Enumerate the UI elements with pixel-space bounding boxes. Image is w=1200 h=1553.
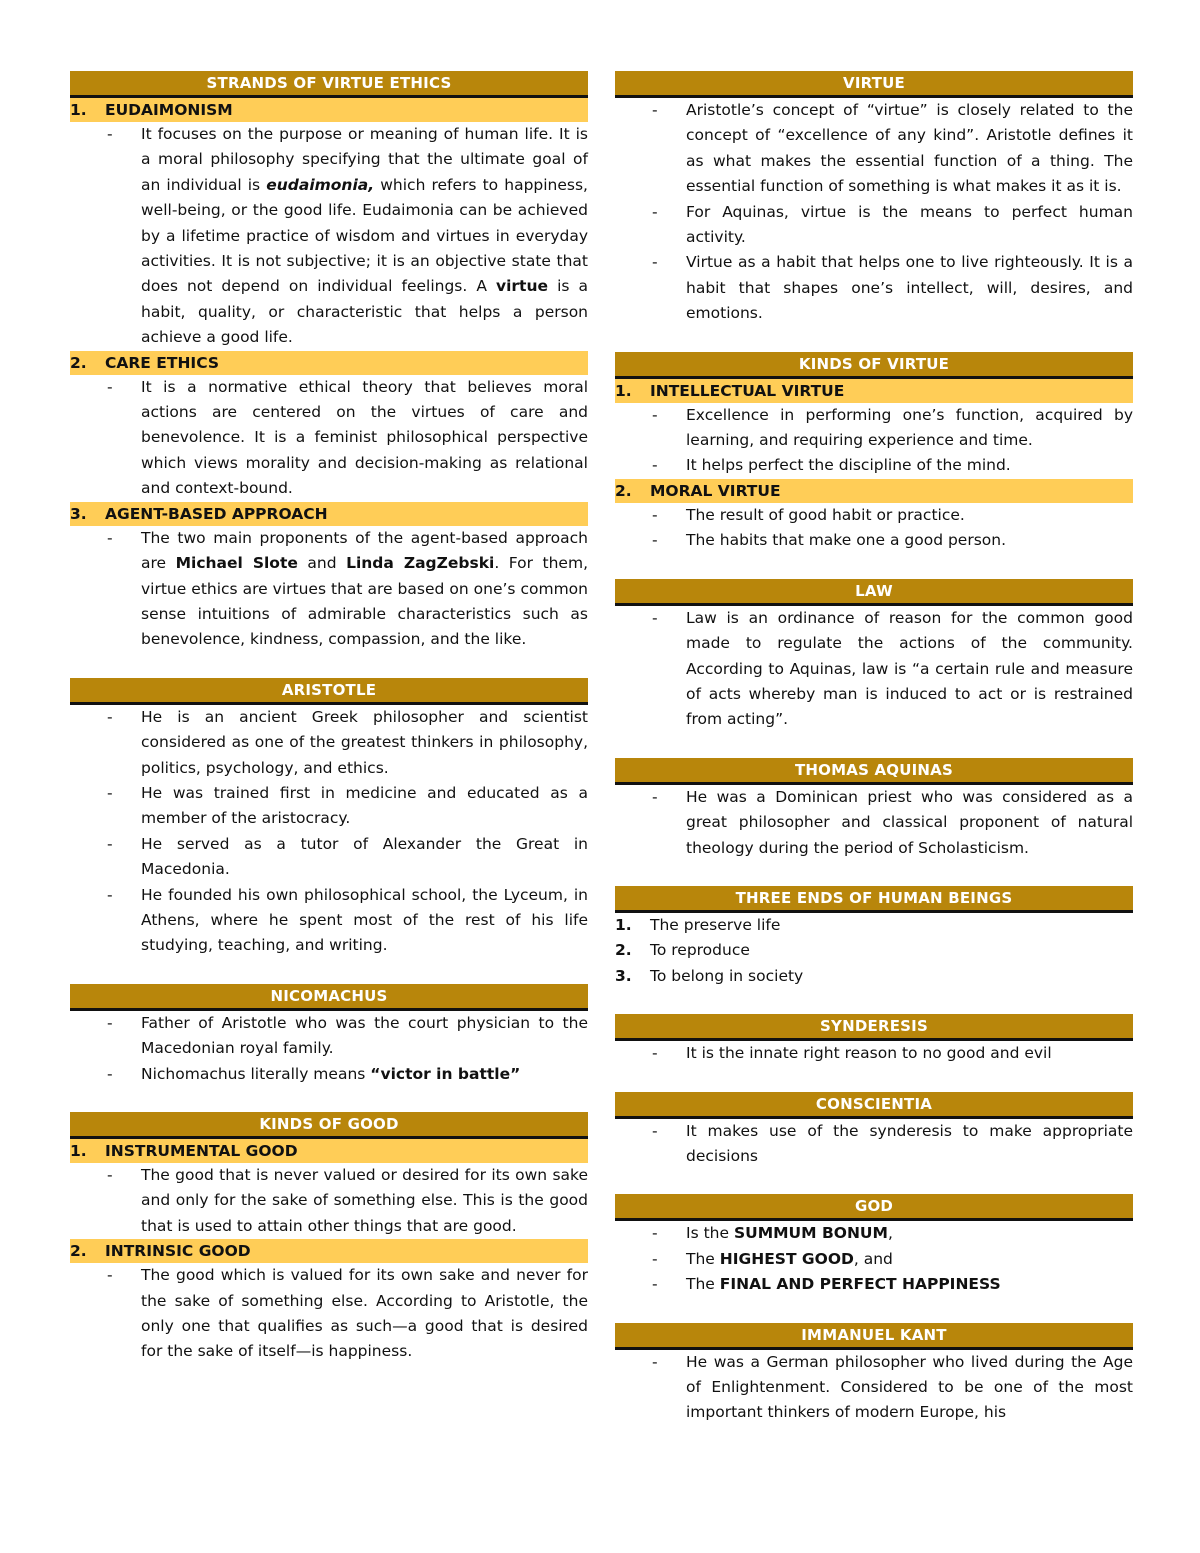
item-number: 1. [70,1142,87,1160]
subheading-intellectual-virtue [615,379,1133,403]
bullet-list [615,403,1133,479]
subheading-label: INSTRUMENTAL GOOD [105,1142,298,1160]
bullet-list [615,503,1133,554]
bullet-item: - It makes use of the synderesis to make appropriate decisions [615,1119,1133,1170]
subheading-eudaimonism [70,98,588,122]
subheading-agent-based [70,502,588,526]
section-header-god: GOD [615,1194,1133,1221]
bullet-item: - For Aquinas, virtue is the means to perfect human activity. [615,200,1133,251]
text-run: and [297,554,347,573]
section-header-strands: STRANDS OF VIRTUE ETHICS [70,71,588,98]
item-text: To belong in society [650,966,804,985]
bullet-item: - He was trained first in medicine and educated as a member of the aristocracy. [70,781,588,832]
item-number: 2. [70,353,87,372]
bullet-item: - He was a Dominican priest who was considered as a great philosopher and classical proponent of natural theology during the period of Scholasticism. [615,785,1133,861]
subheading-care-ethics [70,351,588,375]
item-number: 2. [615,481,632,500]
bullet-list [70,122,588,351]
subheading-label: CARE ETHICS [105,353,220,372]
bullet-item: - Aristotle’s concept of “virtue” is closely related to the concept of “excellence of any kind”. Aristotle defines it as what makes the essential function of a thing. The essential function of something is what makes it as it is. [615,98,1133,200]
bold-text: HIGHEST GOOD [719,1249,854,1268]
bullet-list [615,606,1133,733]
item-number: 3. [615,966,632,985]
bullet-list [615,1350,1133,1426]
text-run: is a habit, quality, or characteristic that helps a person achieve a good life. [141,277,589,347]
subheading-moral-virtue [615,479,1133,503]
left-column [70,71,588,1365]
text-run: The two main proponents of the agent-based approach are [141,528,588,573]
bullet-item [615,1247,1133,1272]
bullet-item: - Excellence in performing one’s function, acquired by learning, and requiring experience and time. [615,403,1133,454]
text-run: The [686,1249,720,1268]
subheading-label: INTRINSIC GOOD [105,1242,251,1261]
subheading-instrumental-good [70,1139,588,1163]
bullet-list [70,1263,588,1365]
bullet-list [70,375,588,502]
bullet-list [70,705,588,959]
bold-text: “victor in battle” [370,1064,521,1083]
text-run: . For them, virtue ethics are virtues that are based on one’s common sense intuitions of admirable characteristics such as benevolence, kindness, compassion, and the like. [141,554,588,649]
section-header-law: LAW [615,579,1133,606]
item-number: 3. [70,504,87,523]
bullet-list [615,1119,1133,1170]
bullet-list [615,785,1133,861]
bullet-item [70,122,588,351]
numbered-item [615,913,1133,938]
text-run: , [887,1224,893,1243]
section-header-aristotle: ARISTOTLE [70,678,588,705]
bullet-item: - Father of Aristotle who was the court physician to the Macedonian royal family. [70,1011,588,1062]
bullet-item [70,526,588,653]
text-run: Is the [686,1224,734,1243]
item-number: 2. [615,941,632,960]
subheading-label: EUDAIMONISM [105,101,233,119]
bold-text: virtue [496,277,549,296]
bullet-item [615,1272,1133,1297]
emphasis-text: eudaimonia, [266,175,375,194]
bullet-item: - The habits that make one a good person. [615,528,1133,553]
bullet-item: - It is a normative ethical theory that believes moral actions are centered on the virtues of care and benevolence. It is a feminist philosophical perspective which views morality and decision-making as relational and context-bound. [70,375,588,502]
section-header-nicomachus: NICOMACHUS [70,984,588,1011]
text-run: which refers to happiness, well-being, or the good life. Eudaimonia can be achieved by a lifetime practice of wisdom and virtues in everyday activities. It is not subjective; it is an objective state that does not depend on individual feelings. A [141,175,588,296]
numbered-item [615,938,1133,963]
bold-text: FINAL AND PERFECT HAPPINESS [719,1275,1001,1294]
item-number: 1. [615,381,632,400]
bullet-list [70,1011,588,1087]
subheading-label: INTELLECTUAL VIRTUE [650,381,845,400]
item-number: 1. [70,101,87,119]
section-header-synderesis: SYNDERESIS [615,1014,1133,1041]
bullet-list [70,526,588,653]
item-number: 1. [615,915,632,934]
bold-text: SUMMUM BONUM [733,1224,888,1243]
bullet-item: - It is the innate right reason to no good and evil [615,1041,1133,1066]
item-text: The preserve life [650,915,781,934]
bullet-list [615,1041,1133,1066]
section-header-conscientia: CONSCIENTIA [615,1092,1133,1119]
bullet-item: - Law is an ordinance of reason for the common good made to regulate the actions of the community. According to Aquinas, law is “a certain rule and measure of acts whereby man is induced to act or is restrained from acting”. [615,606,1133,733]
section-header-kinds-of-virtue: KINDS OF VIRTUE [615,352,1133,379]
section-header-virtue: VIRTUE [615,71,1133,98]
bold-text: Michael Slote [175,554,298,573]
bullet-item: - He is an ancient Greek philosopher and scientist considered as one of the greatest thinkers in philosophy, politics, psychology, and ethics. [70,705,588,781]
bullet-list [615,1221,1133,1297]
bullet-item: - The good which is valued for its own sake and never for the sake of something else. According to Aristotle, the only one that qualifies as such—a good that is desired for the sake of itself—is happiness. [70,1263,588,1365]
subheading-intrinsic-good [70,1239,588,1263]
section-header-thomas-aquinas: THOMAS AQUINAS [615,758,1133,785]
item-text: To reproduce [650,941,750,960]
section-header-kinds-of-good: KINDS OF GOOD [70,1112,588,1139]
subheading-label: AGENT-BASED APPROACH [105,504,328,523]
numbered-item [615,964,1133,989]
bullet-item: - The result of good habit or practice. [615,503,1133,528]
bullet-item: - He founded his own philosophical school, the Lyceum, in Athens, where he spent most of the rest of his life studying, teaching, and writing. [70,883,588,959]
bullet-item: - He was a German philosopher who lived during the Age of Enlightenment. Considered to be one of the most important thinkers of modern Europe, his [615,1350,1133,1426]
bullet-item: - Virtue as a habit that helps one to live righteously. It is a habit that shapes one’s intellect, will, desires, and emotions. [615,250,1133,326]
text-run: Nichomachus literally means [141,1064,371,1083]
text-run: The [686,1275,720,1294]
bullet-item [615,1221,1133,1246]
item-number: 2. [70,1242,87,1261]
text-run: , and [853,1249,893,1268]
bullet-item [70,1062,588,1087]
bullet-list [70,1163,588,1239]
subheading-label: MORAL VIRTUE [650,481,781,500]
bullet-item: - It helps perfect the discipline of the mind. [615,453,1133,478]
bullet-item: - The good that is never valued or desired for its own sake and only for the sake of something else. This is the good that is used to attain other things that are good. [70,1163,588,1239]
section-header-immanuel-kant: IMMANUEL KANT [615,1323,1133,1350]
bullet-list [615,98,1133,327]
right-column [615,71,1133,1426]
section-header-three-ends: THREE ENDS OF HUMAN BEINGS [615,886,1133,913]
bold-text: Linda ZagZebski [346,554,495,573]
text-run: It focuses on the purpose or meaning of human life. It is a moral philosophy specifying that the ultimate goal of an individual is [141,125,588,194]
bullet-item: - He served as a tutor of Alexander the Great in Macedonia. [70,832,588,883]
